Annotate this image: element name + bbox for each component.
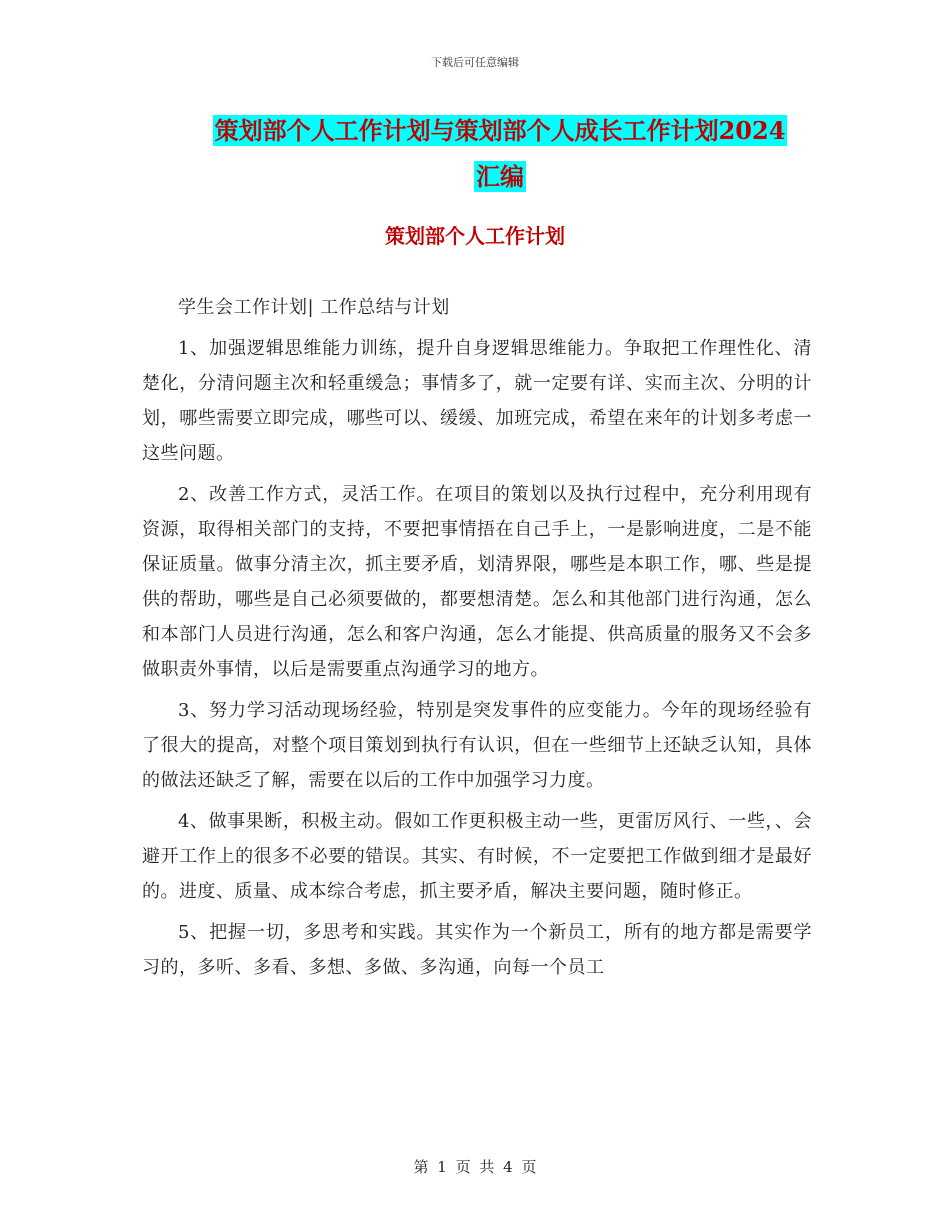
paragraph-subtitle: 学生会工作计划| 工作总结与计划 (178, 297, 450, 318)
paragraph: 5、把握一切，多思考和实践。其实作为一个新员工，所有的地方都是需要学习的，多听、多看、多想、多做、多沟通，向每一个员工 (142, 922, 812, 978)
document-body (142, 290, 812, 991)
section-title: 策划部个人工作计划 (385, 224, 565, 248)
paragraph: 1、加强逻辑思维能力训练，提升自身逻辑思维能力。争取把工作理性化、清楚化，分清问题主次和轻重缓急；事情多了，就一定要有详、实而主次、分明的计划，哪些需要立即完成，哪些可以、缓缓、加班完成，希望在来年的计划多考虑一这些问题。 (142, 338, 812, 464)
page-number-footer: 第 1 页 共 4 页 (413, 1158, 537, 1176)
document-title-line-2: 汇编 (476, 162, 524, 191)
paragraph: 3、努力学习活动现场经验，特别是突发事件的应变能力。今年的现场经验有了很大的提高，对整个项目策划到执行有认识，但在一些细节上还缺乏认知，具体的做法还缺乏了解，需要在以后的工作中加强学习力度。 (142, 700, 812, 791)
document-title (180, 108, 820, 200)
paragraph: 4、做事果断，积极主动。假如工作更积极主动一些，更雷厉风行、一些，、会避开工作上的很多不必要的错误。其实、有时候，不一定要把工作做到细才是最好的。进度、质量、成本综合考虑，抓主要矛盾，解决主要问题，随时修正。 (142, 811, 812, 902)
document-title-line-1: 策划部个人工作计划与策划部个人成长工作计划2024 (214, 116, 786, 145)
page-header-note: 下载后可任意编辑 (431, 56, 519, 69)
paragraph: 2、改善工作方式，灵活工作。在项目的策划以及执行过程中，充分利用现有资源，取得相关部门的支持，不要把事情捂在自己手上，一是影响进度，二是不能保证质量。做事分清主次，抓主要矛盾，划清界限，哪些是本职工作，哪、些是提供的帮助，哪些是自己必须要做的，都要想清楚。怎么和其他部门进行沟通，怎么和本部门人员进行沟通，怎么和客户沟通，怎么才能提、供高质量的服务又不会多做职责外事情，以后是需要重点沟通学习的地方。 (142, 484, 812, 680)
